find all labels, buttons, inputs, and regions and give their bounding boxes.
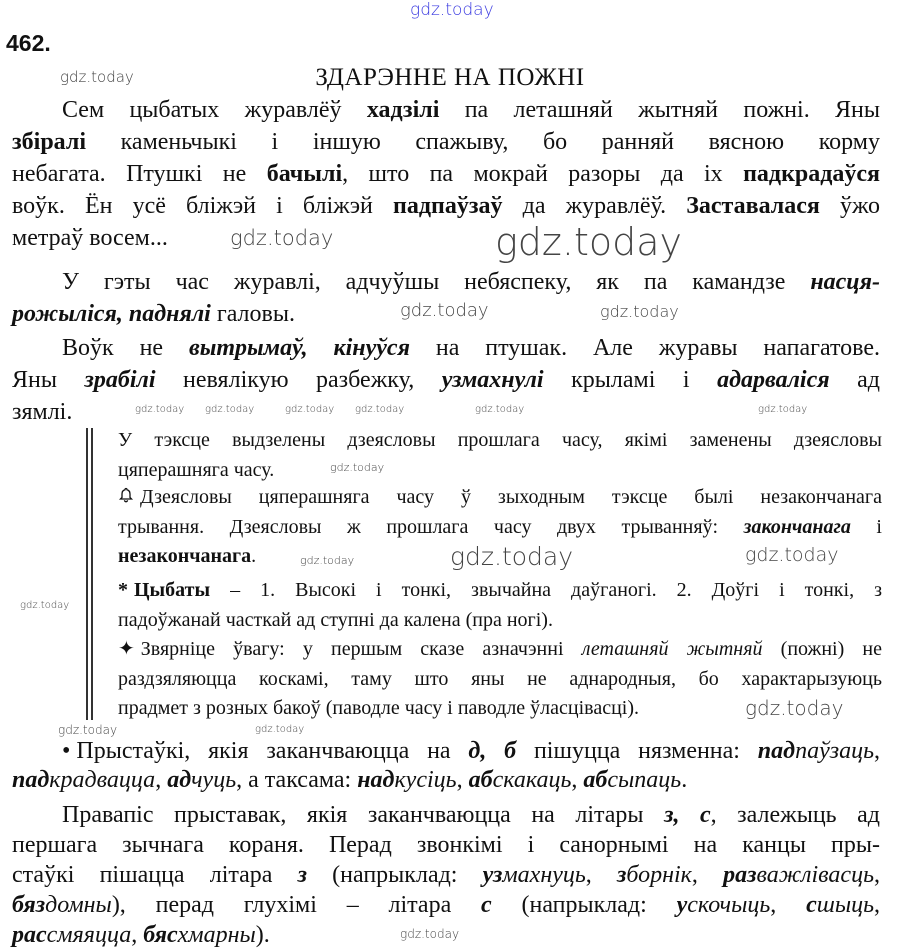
text-run: Дзеясловы цяперашняга часу ў зыходным тэксце былі незакончанага (140, 486, 882, 508)
highlighted-word: хадзілі (366, 97, 440, 123)
highlighted-word: незакончанага (118, 545, 252, 567)
text-run: ад (829, 367, 880, 393)
highlighted-word: з (616, 862, 627, 888)
text-run: , залежыць ад (710, 802, 881, 828)
italic-text: домны (45, 892, 112, 918)
text-line (12, 266, 880, 298)
text-run: , (874, 862, 880, 888)
text-line (12, 860, 880, 890)
highlighted-word: з (297, 862, 307, 888)
highlighted-word: з, с (664, 802, 711, 828)
highlighted-word: адарваліся (717, 367, 830, 393)
italic-text: важлівасць (756, 862, 874, 888)
highlighted-word: рожыліся, паднялі (12, 301, 211, 327)
highlighted-word: Цыбаты (134, 579, 211, 601)
box-rule-right (91, 428, 93, 720)
text-line (12, 364, 880, 396)
text-line (118, 606, 882, 636)
italic-text: махнуць (502, 862, 586, 888)
text-run: і (850, 515, 882, 538)
highlighted-word: пад (757, 738, 796, 764)
text-run: каменьчыкі і іншую спажыву, бо ранняй вясною корму (86, 129, 880, 155)
text-run: галовы. (210, 301, 295, 327)
text-run: , (456, 767, 469, 793)
text-run: (напрыклад: (491, 892, 677, 918)
italic-text: борнік (626, 862, 692, 888)
watermark-text: gdz.today (400, 927, 460, 941)
text-run: Сем цыбатых журавлёў (62, 97, 367, 123)
text-run: , (770, 892, 807, 918)
text-run: . (681, 767, 688, 793)
highlighted-word: Заставалася (686, 193, 820, 219)
highlighted-word: у (676, 892, 688, 918)
watermark-text: gdz.today (745, 544, 839, 566)
note-paragraph (118, 426, 882, 485)
text-run: трывання. Дзеясловы ж прошлага часу двух трыванняў: (118, 515, 744, 538)
text-run: Правапіс прыставак, якія заканчваюцца на літары (62, 802, 665, 828)
italic-text: леташняй жытняй (581, 638, 763, 660)
italic-text: чуць (191, 767, 237, 793)
highlighted-word: с (481, 892, 492, 918)
italic-text: хмарны (177, 922, 256, 948)
italic-text: кусіць (394, 767, 457, 793)
watermark-text: gdz.today (58, 723, 118, 737)
bell-icon (118, 483, 134, 513)
watermark-text: gdz.today (475, 404, 525, 415)
italic-text: крадвацца (49, 767, 156, 793)
box-rule-left (86, 428, 88, 720)
text-line (118, 665, 882, 695)
text-run: , (585, 862, 617, 888)
highlighted-word: закончанага (743, 515, 851, 538)
text-run: У тэксце выдзелены дзеясловы прошлага часу, якімі заменены дзеясловы (118, 429, 882, 451)
text-run: , (691, 862, 724, 888)
text-run: , (155, 767, 168, 793)
text-line (12, 190, 880, 222)
text-run: . (251, 545, 257, 567)
highlighted-word: зрабілі (84, 367, 156, 393)
text-run: цяперашняга часу. (118, 458, 275, 481)
text-run: небагата. Птушкі не (12, 161, 267, 187)
highlighted-word: вытрымаў, кінуўся (188, 335, 410, 361)
watermark-text: gdz.today (255, 724, 305, 735)
watermark-text: gdz.today (495, 220, 682, 264)
text-line (12, 890, 880, 920)
watermark-text: gdz.today (60, 68, 134, 86)
highlighted-word: бяс (143, 922, 178, 948)
note-paragraph (118, 576, 882, 635)
highlighted-word: падкрадаўся (743, 161, 881, 187)
text-run: Яны (12, 367, 85, 393)
italic-text: паўзаць (795, 738, 874, 764)
highlighted-word: падпаўзаў (393, 193, 503, 219)
text-run: ўжо (819, 193, 880, 219)
text-line (12, 332, 880, 364)
text-line (12, 830, 880, 860)
exercise-number: 462. (6, 30, 51, 56)
bullet-icon: • (62, 738, 71, 764)
italic-text: скакаць (492, 767, 572, 793)
watermark-text: gdz.today (355, 404, 405, 415)
watermark-text: gdz.today (300, 554, 355, 567)
highlighted-word: пад (12, 767, 50, 793)
text-line (12, 766, 880, 795)
text-run: У гэты час журавлі, адчуўшы небяспеку, як па камандзе (62, 269, 811, 295)
text-run: да журавлёў. (502, 193, 687, 219)
highlighted-word: аб (583, 767, 608, 793)
text-run: стаўкі пішацца літара (12, 862, 298, 888)
highlighted-word: над (357, 767, 395, 793)
text-paragraph (12, 94, 880, 254)
watermark-text: gdz.today (205, 404, 255, 415)
text-line (12, 800, 880, 830)
text-run: , (874, 738, 880, 764)
watermark-text: gdz.today (285, 404, 335, 415)
text-line (118, 456, 882, 486)
text-run: ), перад глухімі – літара (111, 892, 482, 918)
text-run: Воўк не (62, 335, 189, 361)
text-run: , што па мокрай разоры да іх (342, 161, 744, 187)
highlighted-word: рас (12, 922, 47, 948)
highlighted-word: аб (468, 767, 493, 793)
text-run: (напрыклад: (307, 862, 483, 888)
text-line (12, 94, 880, 126)
watermark-text: gdz.today (135, 404, 185, 415)
watermark-text: gdz.today (758, 404, 808, 415)
italic-text: смяяцца (46, 922, 132, 948)
watermark-text: gdz.today (410, 0, 494, 20)
watermark-text: gdz.today (600, 302, 679, 321)
text-run: , (874, 892, 881, 918)
text-run: прадмет з розных бакоў (паводле часу і паводле ўласцівасці). (118, 697, 640, 719)
watermark-text: gdz.today (450, 542, 574, 571)
highlighted-word: ад (167, 767, 192, 793)
text-run: невялікую разбежку, (155, 367, 442, 393)
star-icon: ✦ (118, 638, 135, 660)
text-run: па леташняй жытняй пожні. Яны (439, 97, 880, 123)
text-run: метраў восем... (12, 225, 168, 251)
watermark-text: gdz.today (230, 226, 334, 250)
text-run: падоўжанай часткай ад ступні да калена (пра ногі). (118, 608, 553, 631)
text-run: зямлі. (12, 399, 73, 425)
text-line (12, 222, 880, 254)
text-line (12, 158, 880, 190)
text-line (12, 126, 880, 158)
text-paragraph (12, 737, 880, 795)
text-run: (пожні) не (762, 638, 882, 660)
italic-text: шыць (816, 892, 875, 918)
text-line (118, 483, 882, 513)
highlighted-word: бяз (12, 892, 46, 918)
text-run: першага зычнага кораня. Перад звонкімі і санорнымі на канцы пры- (12, 832, 880, 858)
highlighted-word: узмахнулі (441, 367, 544, 393)
text-run: , (571, 767, 584, 793)
text-run: крыламі і (543, 367, 718, 393)
text-run: ). (255, 922, 270, 948)
text-run: – 1. Высокі і тонкі, звычайна даўганогі. 2. Доўгі і тонкі, з (210, 579, 882, 601)
text-line (118, 426, 882, 456)
highlighted-word: збіралі (12, 129, 87, 155)
text-run: воўк. Ён усё бліжэй і бліжэй (12, 193, 394, 219)
highlighted-word: д, б (468, 738, 517, 764)
text-run: раздзяляюцца коскамі, таму што яны не аднародныя, бо характарызуюць (118, 667, 882, 690)
highlighted-word: с (806, 892, 817, 918)
text-line (118, 576, 882, 606)
asterisk-icon: * (118, 579, 128, 601)
text-line (118, 513, 882, 543)
watermark-text: gdz.today (745, 696, 844, 720)
text-run: пішуцца нязменна: (516, 738, 758, 764)
highlighted-word: раз (723, 862, 757, 888)
text-line (12, 737, 880, 766)
highlighted-word: бачылі (266, 161, 343, 187)
text-run: на птушак. Але журавы напагатове. (409, 335, 880, 361)
text-run: , (131, 922, 144, 948)
text-run: , а таксама: (236, 767, 358, 793)
italic-text: скочыць (687, 892, 771, 918)
text-line (118, 635, 882, 665)
watermark-text: gdz.today (20, 600, 70, 611)
text-run: Прыстаўкі, якія заканчваюцца на (76, 738, 469, 764)
highlighted-word: насця- (810, 269, 880, 295)
text-title: ЗДАРЭННЕ НА ПОЖНІ (315, 64, 585, 91)
italic-text: сыпаць (607, 767, 682, 793)
highlighted-word: уз (482, 862, 503, 888)
text-run: Звярніце ўвагу: у першым сказе азначэнні (140, 638, 582, 660)
watermark-text: gdz.today (400, 300, 489, 321)
watermark-text: gdz.today (330, 461, 385, 474)
